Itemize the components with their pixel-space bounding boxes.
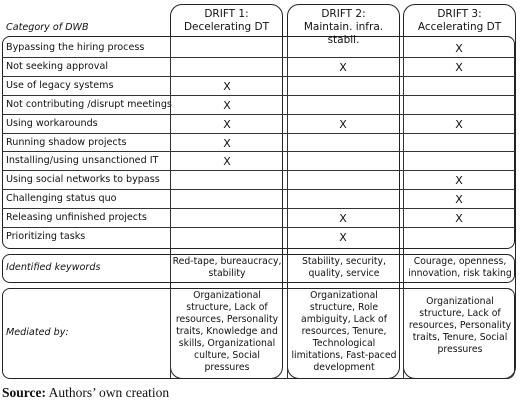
row-label: Installing/using unsanctioned IT [6,155,159,167]
mediated-line: traits, Tenure, Social [412,332,508,343]
drift3-subtitle: Accelerating DT [417,21,502,33]
row-label: Bypassing the hiring process [6,42,145,53]
keywords-drift3 [404,256,516,280]
row-divider [2,227,515,228]
row-label: Using social networks to bypass [6,174,160,186]
mediated-line: Organizational [310,290,378,301]
mediated-line: resources, Personality [175,314,279,325]
row-label: Not contributing /disrupt meetings [6,98,172,110]
mediated-line: pressures [437,344,483,355]
mediated-line: resources, Tenure, [301,326,387,337]
row-divider [2,151,515,152]
row-mark-drift3: X [455,60,463,74]
row-mark-drift3: X [455,117,463,131]
row-label: Using workarounds [6,117,98,129]
drift2-title: DRIFT 2: [321,8,366,20]
mediated-line: traits, Knowledge and [176,326,278,337]
row-divider [2,114,515,115]
mediated-drift1 [171,290,283,374]
mediated-drift2 [288,290,400,374]
drift1-subtitle: Decelerating DT [183,21,270,33]
mediated-line: Technological [312,338,376,349]
row-mark-drift2: X [339,212,347,226]
row-mark-drift1: X [223,79,231,93]
row-mark-drift3: X [455,42,463,55]
mediated-line: pressures [204,362,250,373]
row-mark-drift1: X [223,155,231,169]
row-mark-drift2: X [339,60,347,74]
row-divider [2,57,515,58]
column-divider [403,36,404,249]
row-mark-drift1: X [223,136,231,150]
drift1-title: DRIFT 1: [204,8,249,20]
column-divider [170,36,171,249]
mediated-line: development [313,362,375,373]
drift3-title: DRIFT 3: [437,8,482,20]
keywords-line: Red-tape, bureaucracy, [172,256,282,267]
mediated-line: ambiguity, Lack of [301,314,387,325]
row-mark-drift2: X [339,231,347,244]
row-divider [2,170,515,171]
mediated-line: skills, Organizational [178,338,276,349]
row-label: Releasing unfinished projects [6,212,147,224]
keywords-line: Stability, security, [301,256,387,267]
row-mark-drift3: X [455,212,463,226]
mediated-line: Organizational [193,290,261,301]
mediated-label: Mediated by: [6,327,69,338]
column-divider [287,36,288,249]
row-label: Challenging status quo [6,193,117,205]
mediated-line: culture, Social [194,350,260,361]
row-mark-drift1: X [223,117,231,131]
mediated-line: resources, Personality [408,320,512,331]
source-label: Source: [2,385,46,400]
keywords-line: stability [208,268,246,279]
keywords-line: Courage, openness, [413,256,507,267]
mediated-line: structure, Role [309,302,379,313]
row-divider [2,189,515,190]
row-label: Prioritizing tasks [6,231,86,242]
row-mark-drift3: X [455,174,463,188]
row-divider [2,76,515,77]
row-divider [2,133,515,134]
row-mark-drift2: X [339,117,347,131]
row-label: Running shadow projects [6,136,127,148]
row-divider [2,95,515,96]
keywords-drift1 [171,256,283,280]
keywords-label: Identified keywords [6,262,101,273]
mediated-line: structure, Lack of [186,302,268,313]
row-label: Not seeking approval [6,60,108,72]
row-mark-drift3: X [455,193,463,207]
source-text: Authors’ own creation [46,385,170,400]
drift1-header [170,8,283,34]
row-divider [2,208,515,209]
drift2-header [287,8,400,47]
source-caption [2,385,169,401]
keywords-drift2 [288,256,400,280]
drift2-subtitle: Maintain. infra. stabil. [303,21,384,46]
keywords-line: innovation, risk taking [408,268,512,279]
mediated-line: Organizational [426,296,494,307]
drift3-header [403,8,516,34]
category-header: Category of DWB [6,22,89,33]
mediated-drift3 [404,296,516,356]
row-mark-drift1: X [223,98,231,112]
row-label: Use of legacy systems [6,79,114,91]
mediated-line: structure, Lack of [419,308,501,319]
mediated-line: limitations, Fast-paced [291,350,397,361]
keywords-line: quality, service [308,268,380,279]
